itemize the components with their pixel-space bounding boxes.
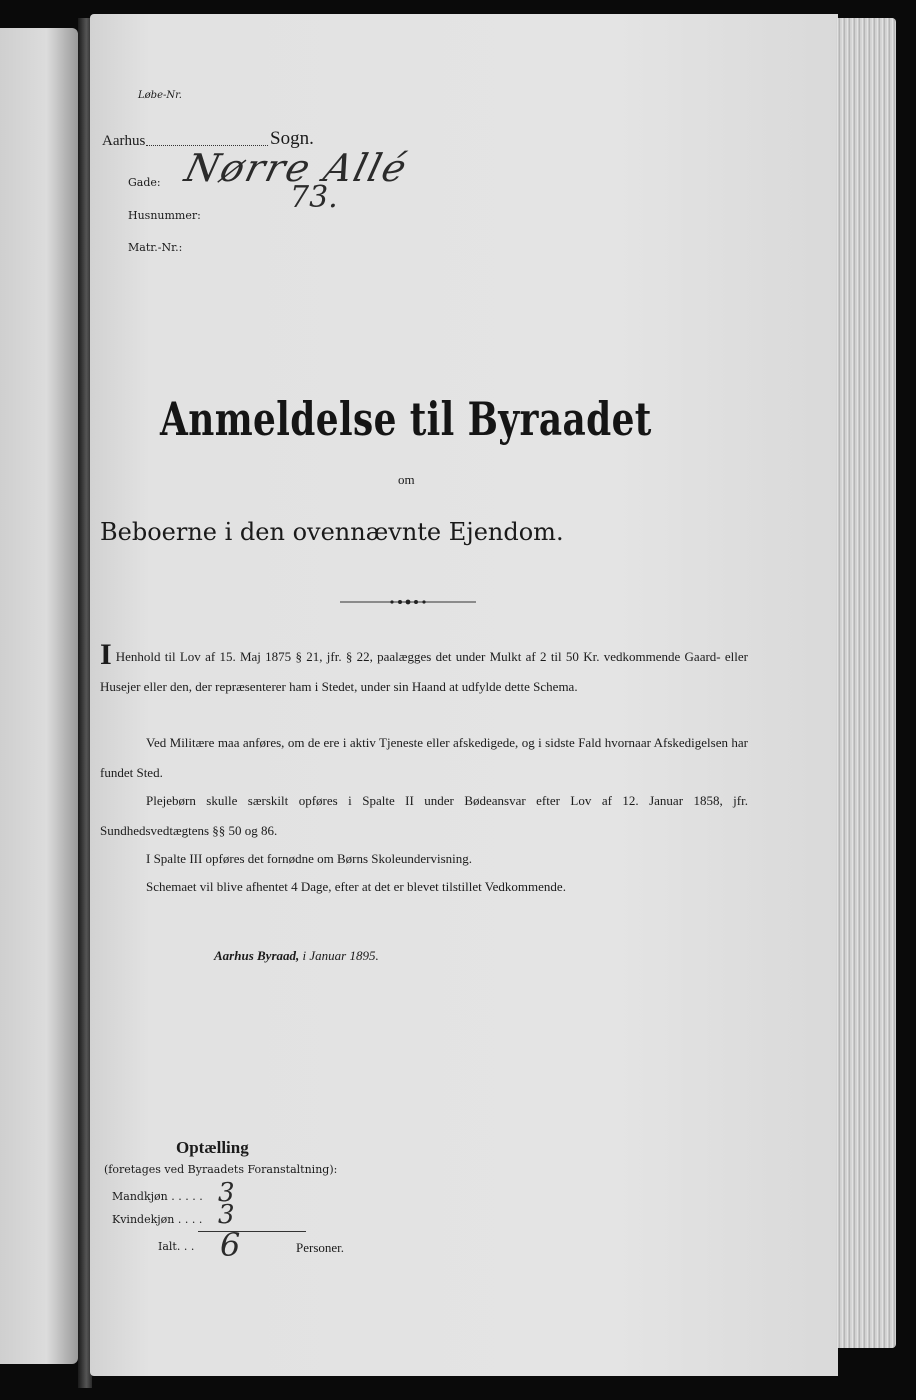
tally-title: Optælling — [176, 1138, 249, 1157]
document-subtitle: Beboerne i den ovennævnte Ejendom. — [100, 518, 564, 546]
lobe-nr-label: Løbe-Nr. — [138, 90, 182, 101]
tally-sum-rule — [198, 1231, 306, 1232]
sogn-label: Sogn. — [270, 128, 314, 149]
personer-label: Personer. — [296, 1240, 345, 1255]
paragraph-spalte-iii: I Spalte III opføres det fornødne om Børns Skoleundervisning. — [146, 851, 473, 866]
signature-line — [214, 948, 379, 964]
om-label: om — [398, 472, 415, 487]
ialt-handwritten-value: 6 — [220, 1226, 241, 1264]
paragraph-henhold-text: Henhold til Lov af 15. Maj 1875 § 21, jfr. § 22, paalægges det under Mulkt af 2 til 50 Kr. vedkommende Gaard- eller Husejer eller den, der repræsenterer ham i Stedet, under sin Haand at udfylde dette Schema. — [100, 649, 748, 694]
paragraph-henhold — [100, 640, 748, 702]
document-title: Anmeldelse til Byraadet — [160, 392, 652, 446]
page-stack-edges — [836, 18, 896, 1348]
kvindekjon-handwritten-value: 3 — [218, 1200, 235, 1230]
paragraph-militaere: Ved Militære maa anføres, om de ere i aktiv Tjeneste eller afskedigede, og i sidste Fald hvornaar Afskedigelsen har fundet Sted. — [100, 735, 748, 780]
ialt-label: Ialt. . . — [158, 1240, 195, 1253]
gade-handwritten-value: Nørre Allé — [180, 146, 413, 190]
signature-name: Aarhus Byraad, — [214, 948, 300, 963]
mandkjon-label: Mandkjøn . . . . . — [112, 1190, 203, 1203]
paragraph-plejeborn: Plejebørn skulle særskilt opføres i Spalte II under Bødeansvar efter Lov af 12. Januar 1858, jfr. Sundhedsvedtægtens §§ 50 og 86. — [100, 793, 748, 838]
signature-date: i Januar 1895. — [302, 948, 379, 963]
tally-subtitle: (foretages ved Byraadets Foranstaltning): — [104, 1163, 338, 1176]
husnummer-label: Husnummer: — [128, 209, 201, 222]
ornament-divider — [340, 596, 476, 608]
husnummer-handwritten-value: 73. — [290, 180, 338, 215]
previous-page-edge — [0, 28, 78, 1364]
drop-cap: I — [100, 638, 112, 671]
city-label: Aarhus — [102, 133, 146, 149]
matr-nr-label: Matr.-Nr.: — [128, 241, 183, 254]
mandkjon-handwritten-value: 3 — [218, 1178, 235, 1208]
gade-label: Gade: — [128, 176, 161, 189]
paragraph-schemaet: Schemaet vil blive afhentet 4 Dage, efter at det er blevet tilstillet Vedkommende. — [146, 879, 566, 894]
kvindekjon-label: Kvindekjøn . . . . — [112, 1213, 203, 1226]
